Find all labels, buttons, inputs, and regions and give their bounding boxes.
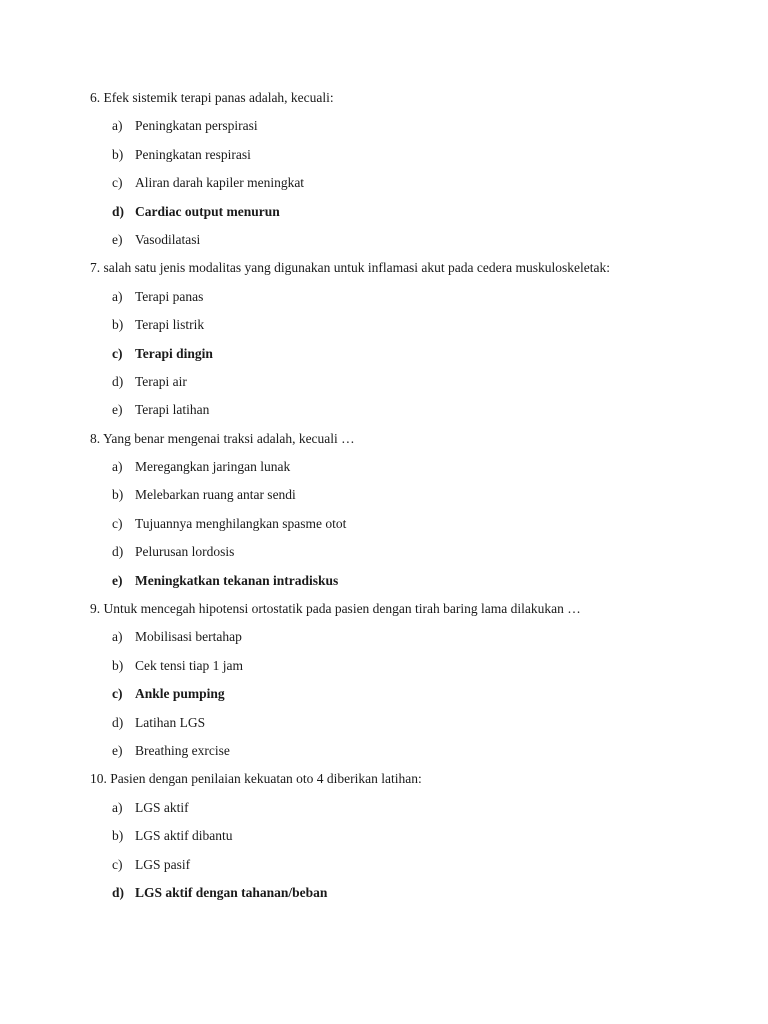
option-list bbox=[90, 799, 730, 913]
option-letter: d) bbox=[112, 714, 124, 730]
option-text: LGS aktif dengan tahanan/beban bbox=[135, 884, 328, 900]
answer-option bbox=[90, 628, 730, 656]
option-text: Cek tensi tiap 1 jam bbox=[135, 657, 243, 673]
answer-option bbox=[90, 117, 730, 145]
option-letter: d) bbox=[112, 373, 124, 389]
option-text: Peningkatan perspirasi bbox=[135, 118, 258, 134]
option-letter: c) bbox=[112, 856, 123, 872]
answer-option-correct bbox=[90, 203, 730, 231]
option-letter: b) bbox=[112, 146, 124, 162]
answer-option bbox=[90, 231, 730, 259]
option-letter: e) bbox=[112, 742, 123, 758]
option-list bbox=[90, 628, 730, 770]
option-text: Latihan LGS bbox=[135, 714, 206, 730]
option-letter: a) bbox=[112, 288, 123, 304]
answer-option-correct bbox=[90, 884, 730, 912]
question-stem: 8. Yang benar mengenai traksi adalah, kecuali … bbox=[90, 430, 355, 446]
question-6 bbox=[90, 89, 730, 259]
option-text: Meningkatkan tekanan intradiskus bbox=[135, 572, 339, 588]
answer-option-correct bbox=[90, 685, 730, 713]
option-letter: c) bbox=[112, 345, 123, 361]
question-list bbox=[90, 89, 730, 912]
option-text: Meregangkan jaringan lunak bbox=[135, 459, 291, 475]
option-letter: c) bbox=[112, 515, 123, 531]
answer-option bbox=[90, 827, 730, 855]
option-text: Terapi panas bbox=[135, 288, 204, 304]
answer-option-correct bbox=[90, 345, 730, 373]
answer-option bbox=[90, 373, 730, 401]
option-text: LGS aktif dibantu bbox=[135, 828, 233, 844]
option-text: Terapi listrik bbox=[135, 317, 205, 333]
option-letter: e) bbox=[112, 231, 123, 247]
question-10 bbox=[90, 770, 730, 912]
option-letter: d) bbox=[112, 203, 125, 219]
answer-option bbox=[90, 657, 730, 685]
question-stem: 7. salah satu jenis modalitas yang digunakan untuk inflamasi akut pada cedera muskuloskeletak: bbox=[90, 260, 610, 276]
answer-option bbox=[90, 316, 730, 344]
option-letter: a) bbox=[112, 118, 123, 134]
answer-option bbox=[90, 543, 730, 571]
option-letter: d) bbox=[112, 884, 125, 900]
option-letter: c) bbox=[112, 175, 123, 191]
answer-option bbox=[90, 742, 730, 770]
answer-option bbox=[90, 401, 730, 429]
question-stem: 6. Efek sistemik terapi panas adalah, kecuali: bbox=[90, 90, 334, 105]
question-stem: 9. Untuk mencegah hipotensi ortostatik pada pasien dengan tirah baring lama dilakukan … bbox=[90, 601, 581, 617]
option-text: Aliran darah kapiler meningkat bbox=[135, 175, 305, 191]
question-9 bbox=[90, 600, 730, 770]
option-letter: a) bbox=[112, 459, 123, 475]
option-letter: b) bbox=[112, 487, 124, 503]
option-letter: e) bbox=[112, 572, 123, 588]
option-text: Terapi dingin bbox=[135, 345, 213, 361]
option-list bbox=[90, 288, 730, 430]
answer-option bbox=[90, 174, 730, 202]
option-list bbox=[90, 458, 730, 600]
option-list bbox=[90, 117, 730, 259]
option-text: Pelurusan lordosis bbox=[135, 544, 235, 560]
answer-option bbox=[90, 714, 730, 742]
option-text: Breathing exrcise bbox=[135, 742, 230, 758]
option-text: Terapi latihan bbox=[135, 402, 210, 418]
option-letter: c) bbox=[112, 686, 123, 702]
option-text: Melebarkan ruang antar sendi bbox=[135, 487, 296, 503]
answer-option bbox=[90, 288, 730, 316]
option-text: Mobilisasi bertahap bbox=[135, 629, 242, 645]
option-letter: a) bbox=[112, 799, 123, 815]
question-stem: 10. Pasien dengan penilaian kekuatan oto 4 diberikan latihan: bbox=[90, 771, 422, 787]
answer-option-correct bbox=[90, 572, 730, 600]
answer-option bbox=[90, 515, 730, 543]
option-text: Peningkatan respirasi bbox=[135, 146, 251, 162]
option-letter: b) bbox=[112, 657, 124, 673]
option-text: Vasodilatasi bbox=[135, 231, 201, 247]
option-letter: a) bbox=[112, 629, 123, 645]
answer-option bbox=[90, 856, 730, 884]
answer-option bbox=[90, 486, 730, 514]
option-text: LGS aktif bbox=[135, 799, 189, 815]
option-text: Cardiac output menurun bbox=[135, 203, 280, 219]
option-text: LGS pasif bbox=[135, 856, 191, 872]
option-letter: b) bbox=[112, 317, 124, 333]
option-text: Terapi air bbox=[135, 373, 187, 389]
question-8 bbox=[90, 430, 730, 600]
option-text: Ankle pumping bbox=[135, 686, 225, 702]
answer-option bbox=[90, 799, 730, 827]
question-7 bbox=[90, 259, 730, 429]
answer-option bbox=[90, 146, 730, 174]
answer-option bbox=[90, 458, 730, 486]
option-text: Tujuannya menghilangkan spasme otot bbox=[135, 515, 347, 531]
option-letter: d) bbox=[112, 544, 124, 560]
option-letter: e) bbox=[112, 402, 123, 418]
option-letter: b) bbox=[112, 828, 124, 844]
